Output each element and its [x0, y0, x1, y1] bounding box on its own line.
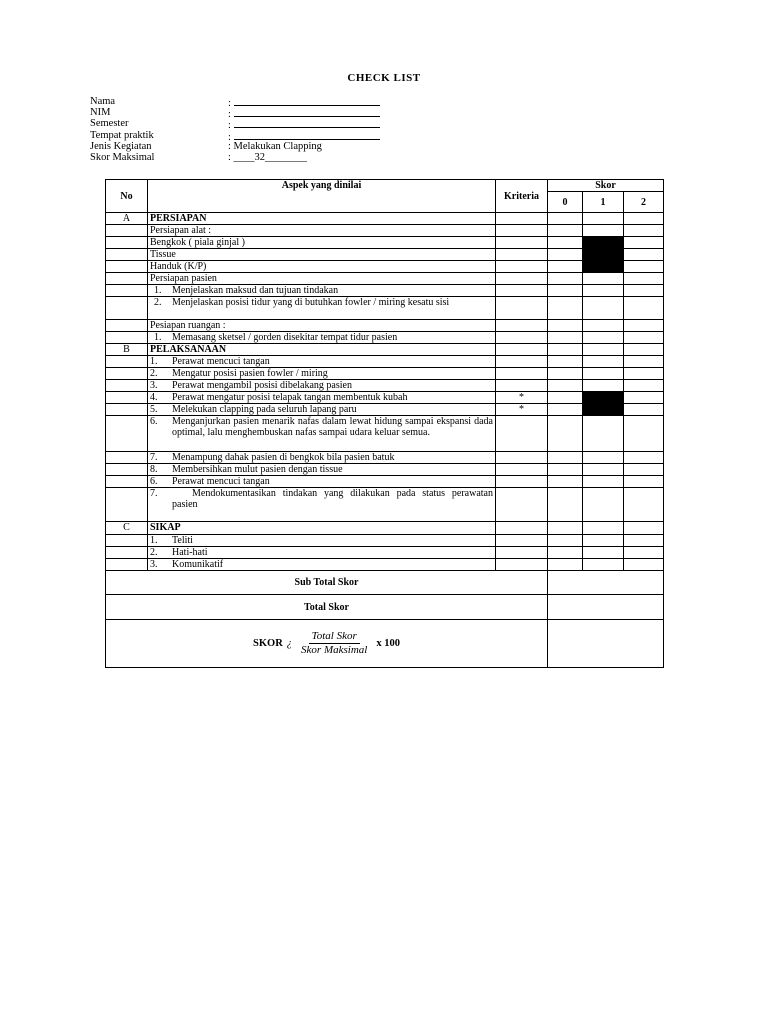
item-text: Handuk (K/P) — [148, 261, 496, 273]
kriteria-cell — [496, 213, 548, 225]
score-0-cell[interactable] — [548, 535, 583, 547]
item-text: Hati-hati — [172, 547, 208, 558]
kriteria-cell — [496, 535, 548, 547]
score-2-cell[interactable] — [624, 380, 664, 392]
score-2-cell[interactable] — [624, 237, 664, 249]
kriteria-cell — [496, 320, 548, 332]
score-1-cell[interactable] — [583, 332, 624, 344]
score-0-cell[interactable] — [548, 464, 583, 476]
table-row — [106, 213, 664, 225]
score-0-cell[interactable] — [548, 380, 583, 392]
score-0-cell[interactable] — [548, 476, 583, 488]
kriteria-cell: * — [496, 404, 548, 416]
score-1-blocked-cell — [583, 261, 624, 273]
score-2-cell[interactable] — [624, 332, 664, 344]
item-text: Menjelaskan maksud dan tujuan tindakan — [172, 285, 339, 296]
item-text: Perawat mengambil posisi dibelakang pasien — [172, 380, 352, 391]
kriteria-cell — [496, 297, 548, 320]
score-0-cell[interactable] — [548, 452, 583, 464]
table-row: 7. Menampung dahak pasien di bengkok bila pasien batuk — [106, 452, 664, 464]
item-text: Menganjurkan pasien menarik nafas dalam lewat hidung sampai ekspansi dada optimal, lalu menghembuskan nafas sampai udara keluar semua. — [172, 416, 493, 438]
score-0-cell[interactable] — [548, 368, 583, 380]
score-0-cell[interactable] — [548, 237, 583, 249]
kriteria-cell — [496, 249, 548, 261]
fraction: $\frac{\text{Total Skor}}{\text{Skor Maksimal}}$ — [301, 630, 368, 656]
sub-total-row — [106, 571, 664, 595]
page-title: CHECK LIST — [347, 72, 421, 84]
score-2-cell[interactable] — [624, 535, 664, 547]
item-text: Perawat mengatur posisi telapak tangan membentuk kubah — [172, 392, 408, 403]
score-2-cell[interactable] — [624, 392, 664, 404]
score-2-cell[interactable] — [624, 213, 664, 225]
table-row — [106, 261, 664, 273]
kriteria-cell — [496, 488, 548, 522]
total-label: Total Skor — [106, 595, 548, 620]
score-0-cell[interactable] — [548, 273, 583, 285]
score-2-cell[interactable] — [624, 344, 664, 356]
table-row: 1. Memasang sketsel / gorden disekitar tempat tidur pasien — [106, 332, 664, 344]
score-1-cell[interactable] — [583, 416, 624, 452]
kriteria-cell — [496, 332, 548, 344]
item-text: Memasang sketsel / gorden disekitar tempat tidur pasien — [172, 332, 398, 343]
score-1-cell[interactable] — [583, 488, 624, 522]
item-text: Membersihkan mulut pasien dengan tissue — [172, 464, 343, 475]
subsection-label: Persiapan pasien — [148, 273, 496, 285]
table-row — [106, 522, 664, 535]
score-0-cell[interactable] — [548, 249, 583, 261]
header-skor-1: 1 — [583, 192, 624, 213]
table-row: 1. Teliti — [106, 535, 664, 547]
sub-total-label: Sub Total Skor — [106, 571, 548, 595]
score-1-cell[interactable] — [583, 213, 624, 225]
score-0-cell[interactable] — [548, 559, 583, 571]
score-0-cell[interactable] — [548, 547, 583, 559]
kriteria-cell — [496, 356, 548, 368]
item-text: Teliti — [172, 535, 193, 546]
score-2-cell[interactable] — [624, 547, 664, 559]
header-skor-0: 0 — [548, 192, 583, 213]
score-0-cell[interactable] — [548, 332, 583, 344]
score-0-cell[interactable] — [548, 285, 583, 297]
section-title: SIKAP — [148, 522, 496, 535]
score-1-cell[interactable] — [583, 297, 624, 320]
blank-line — [234, 130, 380, 140]
score-1-blocked-cell — [583, 237, 624, 249]
score-2-cell[interactable] — [624, 225, 664, 237]
kriteria-cell — [496, 368, 548, 380]
table-row: 2. Mengatur posisi pasien fowler / miring — [106, 368, 664, 380]
table-row — [106, 249, 664, 261]
sub-total-value[interactable] — [548, 571, 664, 595]
score-2-cell[interactable] — [624, 273, 664, 285]
table-row — [106, 273, 664, 285]
table-row: 6. Perawat mencuci tangan — [106, 476, 664, 488]
assessment-table — [105, 179, 664, 668]
score-1-cell[interactable] — [583, 285, 624, 297]
score-0-cell[interactable] — [548, 261, 583, 273]
table-row: 2. Hati-hati — [106, 547, 664, 559]
table-row — [106, 320, 664, 332]
score-1-cell[interactable] — [583, 522, 624, 535]
score-2-cell[interactable] — [624, 476, 664, 488]
blank-line — [234, 118, 380, 128]
score-1-cell[interactable] — [583, 476, 624, 488]
item-text: Komunikatif — [172, 559, 224, 570]
formula-row — [106, 620, 664, 668]
kriteria-cell — [496, 464, 548, 476]
score-1-cell[interactable] — [583, 225, 624, 237]
score-1-cell[interactable] — [583, 464, 624, 476]
score-1-cell[interactable] — [583, 356, 624, 368]
kriteria-cell — [496, 285, 548, 297]
score-1-cell[interactable] — [583, 344, 624, 356]
section-no: B — [106, 344, 148, 356]
info-row-tempat: Tempat praktik : — [90, 130, 380, 141]
score-2-cell[interactable] — [624, 285, 664, 297]
kriteria-cell — [496, 273, 548, 285]
score-2-cell[interactable] — [624, 522, 664, 535]
score-0-cell[interactable] — [548, 416, 583, 452]
table-row: 3. Perawat mengambil posisi dibelakang pasien — [106, 380, 664, 392]
score-1-cell[interactable] — [583, 320, 624, 332]
student-info — [90, 96, 380, 163]
table-row — [106, 225, 664, 237]
kriteria-cell — [496, 344, 548, 356]
score-1-cell[interactable] — [583, 547, 624, 559]
kriteria-cell: * — [496, 392, 548, 404]
header-no: No — [106, 180, 148, 213]
total-row — [106, 595, 664, 620]
score-0-cell[interactable] — [548, 225, 583, 237]
score-2-cell[interactable] — [624, 320, 664, 332]
kriteria-cell — [496, 559, 548, 571]
item-text: Perawat mencuci tangan — [172, 476, 270, 487]
subsection-label: Persiapan alat : — [148, 225, 496, 237]
score-0-cell[interactable] — [548, 522, 583, 535]
table-row: 1. Perawat mencuci tangan — [106, 356, 664, 368]
table-row: 6. Menganjurkan pasien menarik nafas dalam lewat hidung sampai ekspansi dada optimal, lalu menghembuskan nafas sampai udara keluar semua. — [106, 416, 664, 452]
score-1-blocked-cell — [583, 249, 624, 261]
score-2-cell[interactable] — [624, 249, 664, 261]
score-2-cell[interactable] — [624, 404, 664, 416]
header-skor-2: 2 — [624, 192, 664, 213]
item-text: Mengatur posisi pasien fowler / miring — [172, 368, 328, 379]
blank-line — [234, 107, 380, 117]
info-row-nim: NIM : — [90, 107, 380, 118]
kriteria-cell — [496, 547, 548, 559]
table-row: 5. Melekukan clapping pada seluruh lapang paru * — [106, 404, 664, 416]
score-0-cell[interactable] — [548, 404, 583, 416]
score-2-cell[interactable] — [624, 297, 664, 320]
score-1-blocked-cell — [583, 404, 624, 416]
score-2-cell[interactable] — [624, 559, 664, 571]
kriteria-cell — [496, 522, 548, 535]
score-2-cell[interactable] — [624, 452, 664, 464]
info-row-nama: Nama : — [90, 96, 380, 107]
score-1-cell[interactable] — [583, 368, 624, 380]
section-no: A — [106, 213, 148, 225]
subsection-label: Pesiapan ruangan : — [148, 320, 496, 332]
item-text: Menjelaskan posisi tidur yang di butuhkan fowler / miring kesatu sisi — [172, 297, 450, 308]
score-2-cell[interactable] — [624, 356, 664, 368]
item-text: Bengkok ( piala ginjal ) — [148, 237, 496, 249]
item-text: Menampung dahak pasien di bengkok bila pasien batuk — [172, 452, 395, 463]
blank-line — [234, 96, 380, 106]
section-no: C — [106, 522, 148, 535]
table-row: 2. Menjelaskan posisi tidur yang di butuhkan fowler / miring kesatu sisi — [106, 297, 664, 320]
score-1-cell[interactable] — [583, 559, 624, 571]
header-kriteria: Kriteria — [496, 180, 548, 213]
table-row — [106, 237, 664, 249]
score-0-cell[interactable] — [548, 392, 583, 404]
kriteria-cell — [496, 452, 548, 464]
kriteria-cell — [496, 261, 548, 273]
score-1-cell[interactable] — [583, 380, 624, 392]
section-title: PELAKSANAAN — [148, 344, 496, 356]
table-row: 3. Komunikatif — [106, 559, 664, 571]
kriteria-cell — [496, 416, 548, 452]
table-row: 7. Mendokumentasikan tindakan yang dilakukan pada status perawatan pasien — [106, 488, 664, 522]
score-2-cell[interactable] — [624, 368, 664, 380]
item-text: Tissue — [148, 249, 496, 261]
info-row-kegiatan: Jenis Kegiatan : Melakukan Clapping — [90, 140, 322, 152]
score-0-cell[interactable] — [548, 297, 583, 320]
final-score-value[interactable] — [548, 620, 664, 668]
score-2-cell[interactable] — [624, 416, 664, 452]
score-2-cell[interactable] — [624, 261, 664, 273]
item-text: Melekukan clapping pada seluruh lapang paru — [172, 404, 357, 415]
table-row — [106, 344, 664, 356]
score-1-cell[interactable] — [583, 273, 624, 285]
score-0-cell[interactable] — [548, 344, 583, 356]
section-title: PERSIAPAN — [148, 213, 496, 225]
item-text: Mendokumentasikan tindakan yang dilakukan pada status perawatan pasien — [172, 488, 493, 510]
score-0-cell[interactable] — [548, 356, 583, 368]
score-1-blocked-cell — [583, 392, 624, 404]
total-value[interactable] — [548, 595, 664, 620]
kriteria-cell — [496, 225, 548, 237]
score-formula: SKOR ¿ $\frac{\text{Total Skor}}{\text{Skor Maksimal}}$ x 100 — [253, 630, 400, 656]
score-0-cell[interactable] — [548, 488, 583, 522]
score-1-cell[interactable] — [583, 452, 624, 464]
header-skor: Skor — [548, 180, 664, 192]
header-row — [106, 180, 664, 192]
item-text: Perawat mencuci tangan — [172, 356, 270, 367]
score-1-cell[interactable] — [583, 535, 624, 547]
score-0-cell[interactable] — [548, 213, 583, 225]
info-row-semester: Semester : — [90, 118, 380, 129]
score-2-cell[interactable] — [624, 464, 664, 476]
table-row: 8. Membersihkan mulut pasien dengan tissue — [106, 464, 664, 476]
table-row: 1. Menjelaskan maksud dan tujuan tindakan — [106, 285, 664, 297]
kriteria-cell — [496, 237, 548, 249]
formula-cell — [106, 620, 548, 668]
table-row: 4. Perawat mengatur posisi telapak tangan membentuk kubah * — [106, 392, 664, 404]
score-0-cell[interactable] — [548, 320, 583, 332]
score-2-cell[interactable] — [624, 488, 664, 522]
info-row-skor-maksimal: Skor Maksimal : ____32________ — [90, 151, 308, 163]
header-aspek: Aspek yang dinilai — [148, 180, 496, 213]
kriteria-cell — [496, 380, 548, 392]
kriteria-cell — [496, 476, 548, 488]
